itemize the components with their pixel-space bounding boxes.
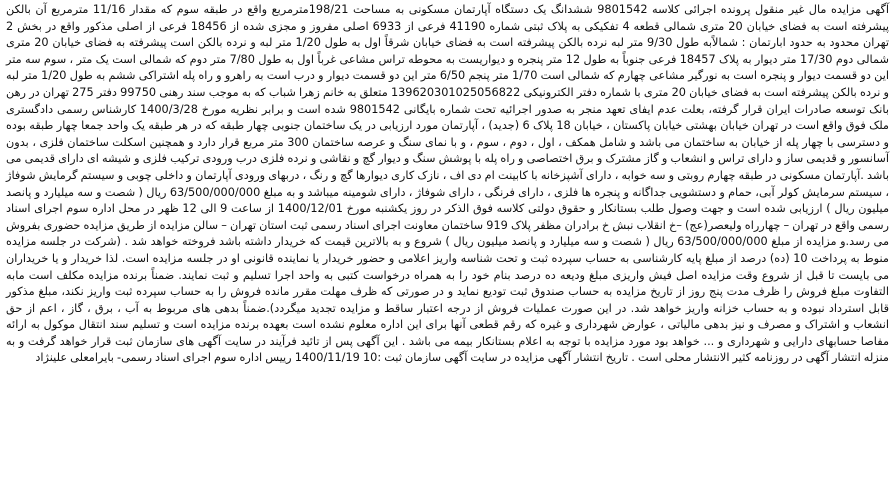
auction-notice-text: آگهی مزایده مال غیر منقول پرونده اجرائی کلاسه 9801542 ششدانگ یک دستگاه آپارتمان مسکونی به مساحت 198/21مترمربع واقع در طبقه سوم که مقدار 11/16 مترمربع آن بالکن پیشرفته است به فضای خیابان 20 متری شمالی قطعه 4 تفکیکی به پلاک ثبتی شماره 41190 فرعی از 6933 اصلی مفروز و مجزی شده از 18456 فرعی از اصلی مذکور واقع در بخش 2 تهران محدود به حدود ابارتمان : شمالاًبه طول 9/30 متر لبه نرده بالکن پیشرفته است به فضای خیابان شرقاً اول به طول 1/20 متر لبه و نرده بالکن است پیشرفته به فضای خیابان 20 متری شمالی دوم 17/30 متر دیوار به پلاک 18457 فرعی جنوباً به طول 12 متر پنجره و دیواریست به محوطه تراس مشاعی غرباً اول به طول 7/80 متر دوم که شمالی است یک متر ، سوم سه متر این دو قسمت دیوار و پنجره است به نورگیر مشاعی چهارم که شمالی است 1/70 متر پنجم 6/50 متر این دو قسمت دیوار و درب است به راهرو و راه پله اشتراکی ششم به طول 1/20 متر لبه و نرده بالکن پیشرفته است به فضای خیابان 20 متری با شماره دفتر الکترونیکی 139620301025056822 متعلق به خانم زهرا شباب که به موجب سند رهنی 99750 دفتر 275 تهران در رهن بانک توسعه صادرات ایران قرار گرفته، بعلت عدم ایفای تعهد منجر به صدور اجرائیه تحت شماره بایگانی 9801542 شده است و برابر نظریه مورخ 1400/3/28 کارشناس رسمی دادگستری ملک فوق واقع است در تهران خیابان بهشتی خیابان پاکستان ، خیابان 18 پلاک 6 (جدید) ، آپارتمان مورد ارزیابی در یک ساختمان جنوبی چهار طبقه که در هر طبقه یک واحد جمعا چهار طبقه بوده و دسترسی با چهار پله از خیابان به ساختمان می باشد و شامل همکف ، اول ، دوم ، سوم ، و با نمای سنگ و عرصه ساختمان 300 متر مربع قرار دارد و همچنین اسکلت ساختمان فلزی ، بدون آسانسور و قدیمی ساز و دارای تراس و انشعاب و گاز مشترک و برق اختصاصی و راه پله با پوشش سنگ و دیوار گچ و نقاشی و نرده فلزی درب ورودی ترکیب فلزی و شیشه ای دارای قدیمی می باشد .آپارتمان مسکونی در طبقه چهارم روبتی و سه خوابه ، دارای آشپزخانه با کابینت ام دی اف ، نازک کاری دیوارها گچ و رنگ ، دربهای ورودی آپارتمان و داخلی چوبی و سیستم گرمایش شوفاژ ، سیستم سرمایش کولر آبی، حمام و دستشویی جداگانه و پنجره ها فلزی ، دارای فرنگی ، دارای شوفاژ ، دارای شومینه میباشد و به مبلغ 63/500/000/000 ریال ( شصت و سه میلیارد و پانصد میلیون ریال ) ارزیابی شده است و جهت وصول طلب بستانکار و حقوق دولتی کلاسه فوق الذکر در روز یکشنبه مورخ 1400/12/01 از ساعت 9 الی 12 ظهر در محل اداره سوم اجرای اسناد رسمی واقع در تهران – چهارراه ولیعصر(عج) –خ انقلاب نبش خ برادران مظفر پلاک 919 ساختمان معاونت اجرای اسناد رسمی ثبت استان تهران – سالن مزایده از طریق مزایده حضوری بفروش می رسد.و مزایده از مبلغ 63/500/000/000 ریال ( شصت و سه میلیارد و پانصد میلیون ریال ) شروع و به بالاترین قیمت که خریدار داشته باشد فروخته خواهد شد . (شرکت در جلسه مزایده منوط به پرداخت 10 (ده) درصد از مبلغ پایه کارشناسی به حساب سپرده ثبت و تحت شناسه واریز اعلامی و حضور خریدار یا نماینده قانونی او در جلسه مزایده است. لذا خریدار و یا خریداران می بایست تا قبل از شروع وقت مزایده اصل فیش واریزی مبلغ ودیعه ده درصد بنام خود را به همراه درخواست کتبی به واحد اجرا تسلیم و ثبت نمایند. ضمناً برنده مزایده مکلف است مابه التفاوت مبلغ فروش را ظرف مدت پنج روز از تاریخ مزایده به حساب صندوق ثبت تودیع نماید و در صورتی که ظرف مهلت مقرر مانده فروش را به حساب سپرده ثبت واریز نکند، مبلغ مذکور قابل استرداد نبوده و به حساب خزانه واریز خواهد شد. در این صورت عملیات فروش از درجه اعتبار ساقط و مزایده تجدید میگردد).ضمناً بدهی های مربوط به آب ، برق ، گاز ، اعم از حق انشعاب و اشتراک و مصرف و نیز بدهی مالیاتی ، عوارض شهرداری و غیره که رقم قطعی آنها برای این اداره معلوم نشده است بعهده برنده مزایده است و تسلیم سند انتقال موکول به ارائه مفاصا حسابهای دارایی و شهرداری و ... خواهد بود مورد مزایده با توجه به اعلام بستانکار بیمه می باشد . این آگهی پس از تائید فرآیند در سایت آگهی های سازمان ثبت قرار خواهد گرفت و به منزله انتشار آگهی در روزنامه کثیر الانتشار محلی است . تاریخ انتشار آگهی مزایده در سایت آگهی سازمان ثبت :10 1400/11/19 رییس اداره سوم اجرای اسناد رسمی- بایرامعلی علینژاد bbox=[6, 3, 890, 365]
